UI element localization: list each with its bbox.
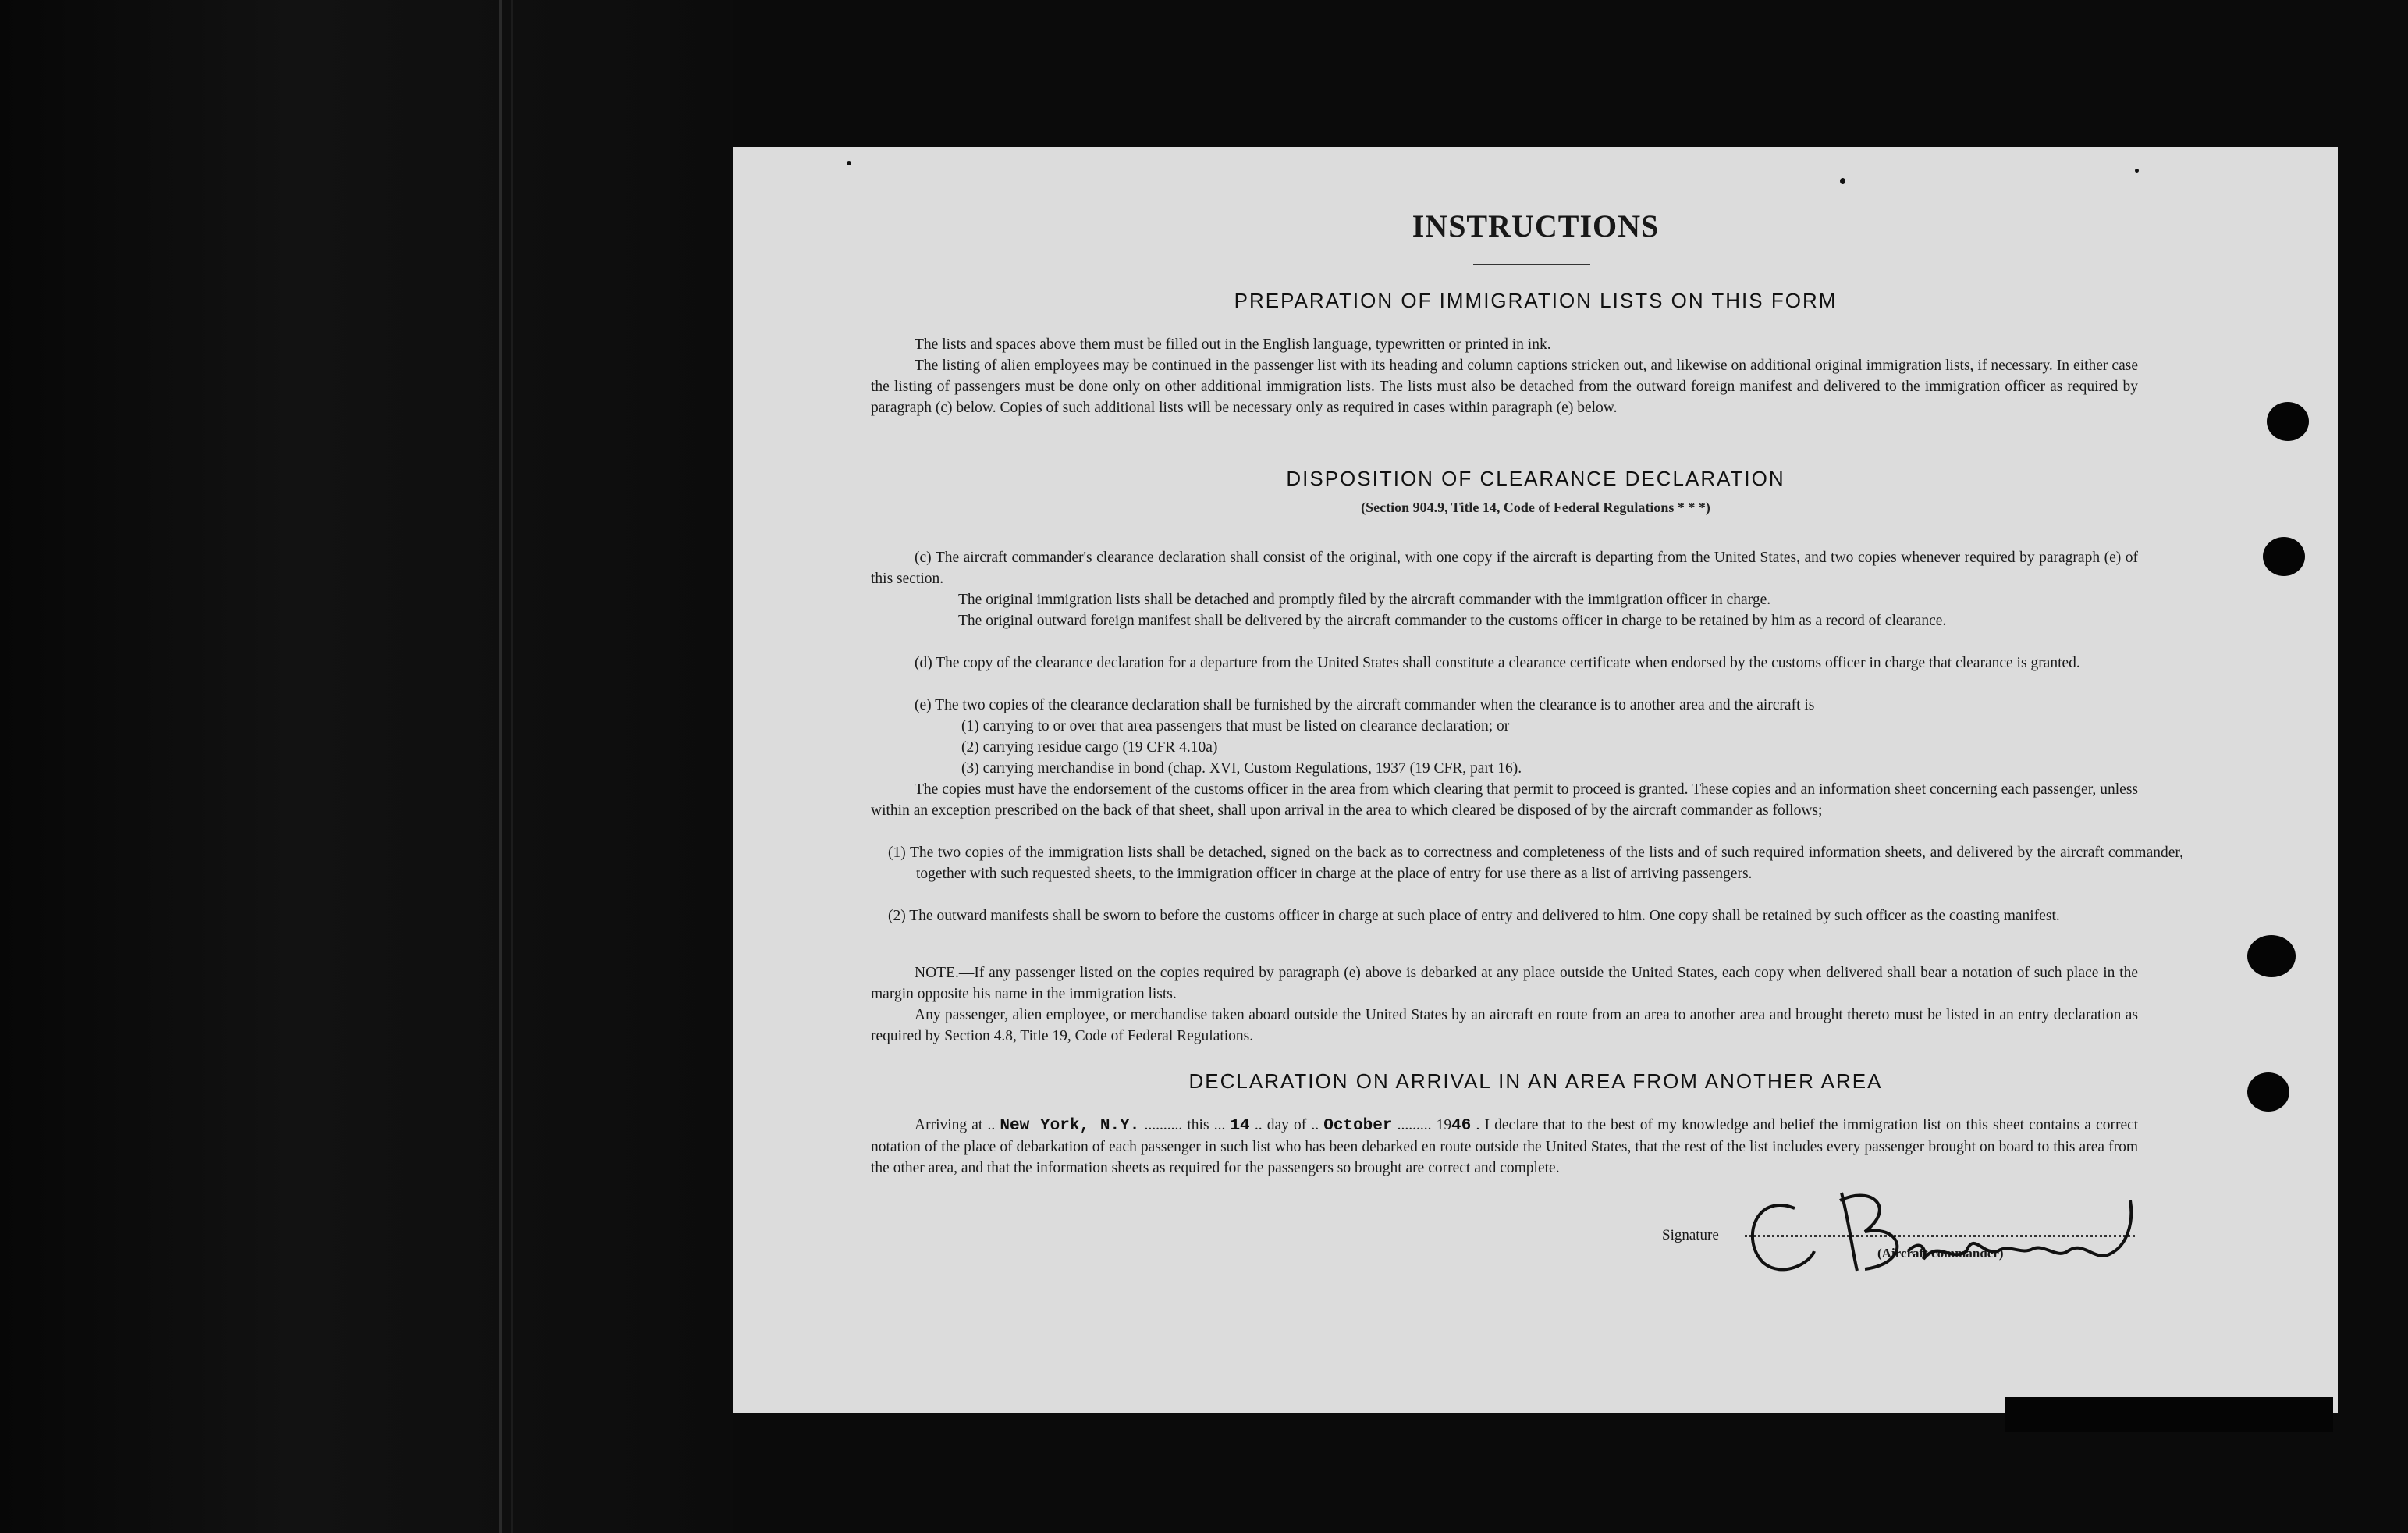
paragraph-c-immigration-lists: The original immigration lists shall be detached and promptly filed by the aircraft commander with the immigration officer in charge. [958, 592, 1771, 608]
page-title: INSTRUCTIONS [1412, 208, 1660, 244]
paragraph-e: (e) The two copies of the clearance declaration shall be furnished by the aircraft commander when the clearance is to another area and the aircraft is— [915, 697, 1830, 713]
scan-speck [2135, 169, 2139, 173]
signature-label: Signature [1662, 1227, 1719, 1243]
film-edge-line-secondary [511, 0, 513, 1533]
month-value: October [1323, 1117, 1393, 1135]
paragraph-c: (c) The aircraft commander's clearance declaration shall consist of the original, with one copy if the aircraft is departing from the United States, and two copies whenever required by paragraph (e) of this section. [871, 550, 2138, 587]
punch-hole [2247, 1072, 2289, 1112]
sheet-shadow [2005, 1397, 2333, 1432]
film-edge-line [499, 0, 502, 1533]
scan-speck [1840, 178, 1845, 184]
section-subheading-regulation: (Section 904.9, Title 14, Code of Federal Regulations * * *) [1361, 500, 1710, 515]
paragraph-lists-language: The lists and spaces above them must be filled out in the English language, typewritten or printed in ink. [915, 336, 1551, 353]
scan-speck [847, 161, 851, 165]
handwritten-signature [1740, 1177, 2146, 1279]
paragraph-e-item-2: (2) carrying residue cargo (19 CFR 4.10a) [961, 739, 1218, 756]
punch-hole [2247, 935, 2296, 977]
instruction-sheet [733, 147, 2338, 1413]
section-heading-disposition: DISPOSITION OF CLEARANCE DECLARATION [1286, 467, 1785, 490]
arriving-at-label: Arriving at [915, 1117, 983, 1133]
paragraph-copies-endorsement: The copies must have the endorsement of the customs officer in the area from which clearing that permit to proceed is granted. These copies and an information sheet concerning each passenger, unless within an exception prescribed on the back of that sheet, shall upon arrival in the area to which cleared be disposed of by the aircraft commander as follows; [871, 781, 2138, 819]
arriving-at-dots-2: .......... [1144, 1117, 1183, 1133]
declaration-paragraph: Arriving at .. New York, N.Y. .......... this ... 14 .. day of .. October ......... 1946 . I declare that to the best of my knowledge and belief the immigration list on this sheet contains a correct notation of the place of debarkation of each passenger in such list who has been debarked en route outside the United States, that the rest of the list includes every passenger brought on board to this area from the other area, and that the information sheets as required for the passengers so brought are correct and complete. [871, 1117, 2139, 1176]
arriving-at-value: New York, N.Y. [1000, 1117, 1140, 1135]
year-prefix: 19 [1436, 1117, 1452, 1133]
paragraph-arrival-item-2: (2) The outward manifests shall be sworn to before the customs officer in charge at such place of entry and delivered to him. One copy shall be retained by such officer as the coasting manifest. [888, 908, 2060, 924]
arriving-at-dots: .. [987, 1117, 996, 1133]
paragraph-e-item-3: (3) carrying merchandise in bond (chap. XVI, Custom Regulations, 1937 (19 CFR, part 16). [961, 760, 1522, 777]
paragraph-note: NOTE.—If any passenger listed on the copies required by paragraph (e) above is debarked at any place outside the United States, each copy when delivered shall bear a notation of such place in the margin opposite his name in the immigration lists. [871, 965, 2138, 1002]
paragraph-e-item-1: (1) carrying to or over that area passengers that must be listed on clearance declaration; or [961, 718, 1510, 734]
dark-background [0, 0, 733, 1533]
paragraph-arrival-item-1: (1) The two copies of the immigration lists shall be detached, signed on the back as to correctness and completeness of the lists and of such required information sheets, and delivered by the aircraft commander, together with such requested sheets, to the immigration officer in charge at the place of entry for use there as a list of arriving passengers. [888, 845, 2183, 882]
section-heading-preparation: PREPARATION OF IMMIGRATION LISTS ON THIS FORM [1234, 289, 1838, 312]
day-value: 14 [1230, 1117, 1250, 1135]
signature-caption: (Aircraft commander) [1877, 1246, 2004, 1261]
paragraph-alien-employees: The listing of alien employees may be continued in the passenger list with its heading and column captions stricken out, and likewise on additional original immigration lists, if necessary. In either case the listing of passengers must be done only on other additional immigration lists. The lists must also be detached from the outward foreign manifest and delivered to the immigration officer as required by paragraph (c) below. Copies of such additional lists will be necessary only as required in cases within paragraph (e) below. [871, 357, 2138, 416]
declaration-text: I declare that to the best of my knowledge and belief the immigration list on this sheet contains a correct notation of the place of debarkation of each passenger in such list who has been debarked en route outside the United States, that the rest of the list includes every passenger brought on board to this area from the other area, and that the information sheets as required for the passengers so brought are correct and complete. [871, 1117, 2139, 1176]
section-heading-declaration: DECLARATION ON ARRIVAL IN AN AREA FROM ANOTHER AREA [1188, 1069, 1883, 1093]
this-label: this [1187, 1117, 1209, 1133]
paragraph-any-passenger: Any passenger, alien employee, or merchandise taken aboard outside the United States by an aircraft en route from an area to another area and brought thereto must be listed in an entry declaration as required by Section 4.8, Title 19, Code of Federal Regulations. [871, 1007, 2138, 1044]
paragraph-c-outward-manifest: The original outward foreign manifest shall be delivered by the aircraft commander to the customs officer in charge to be retained by him as a record of clearance. [958, 613, 1947, 629]
title-underline [1473, 264, 1590, 265]
paragraph-d: (d) The copy of the clearance declaration for a departure from the United States shall constitute a clearance certificate when endorsed by the customs officer in charge that clearance is granted. [915, 655, 2080, 671]
year-value: 46 [1451, 1117, 1472, 1135]
punch-hole [2263, 537, 2305, 576]
day-of-label: day of [1266, 1117, 1307, 1133]
punch-hole [2267, 402, 2309, 441]
